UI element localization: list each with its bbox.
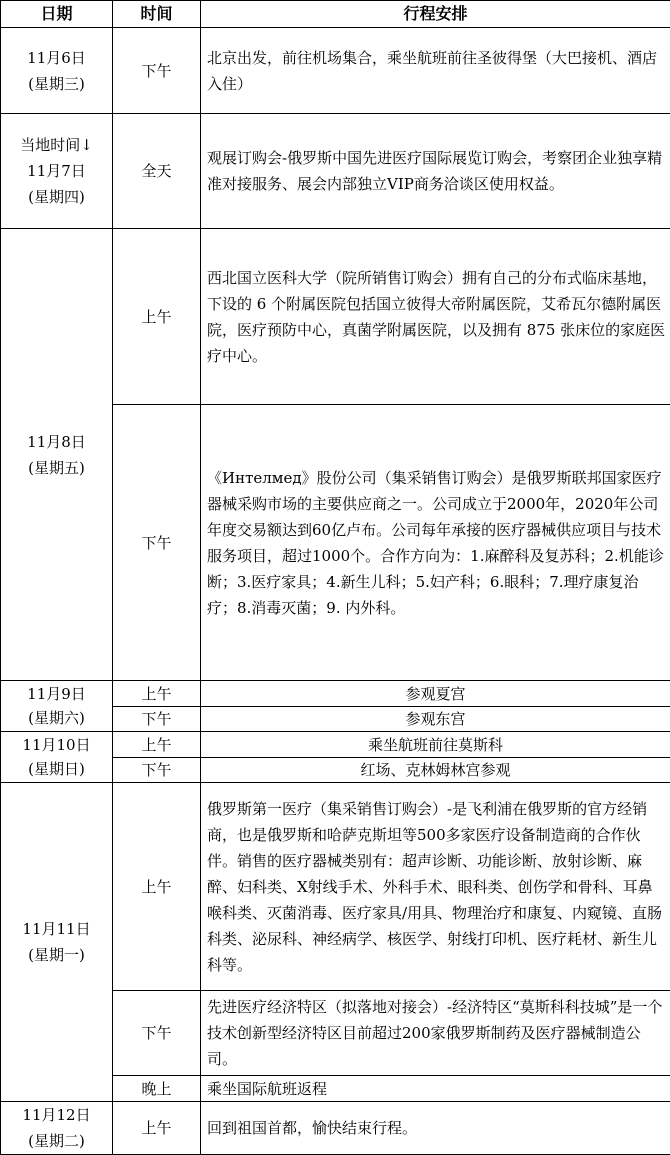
date-text: 11月8日 — [1, 429, 112, 455]
weekday-text: (星期一) — [1, 942, 112, 968]
plan-cell: 北京出发，前往机场集合，乘坐航班前往圣彼得堡（大巴接机、酒店入住） — [201, 28, 670, 114]
plan-cell: 俄罗斯第一医疗（集采销售订购会）-是飞利浦在俄罗斯的官方经销商，也是俄罗斯和哈萨克斯坦等500多家医疗设备制造商的合作伙伴。销售的医疗器械类别有：超声诊断、功能诊断、放射诊断、麻醉、妇科类、X射线手术、外科手术、眼科类、创伤学和骨科、耳鼻喉科类、灭菌消毒、医疗家具/用具、物理治疗和康复、内窥镜、直肠科类、泌尿科、神经病学、核医学、射线打印机、医疗耗材、新生儿科等。 — [201, 783, 670, 991]
time-cell: 上午 — [113, 1102, 201, 1155]
weekday-text: (星期四) — [1, 184, 112, 210]
plan-cell: 《Интелмед》股份公司（集采销售订购会）是俄罗斯联邦国家医疗器械采购市场的主要供应商之一。公司成立于2000年，2020年公司年度交易额达到60亿卢布。公司每年承接的医疗器械供应项目与技术服务项目，超过1000个。合作方向为：1.麻醉科及复苏科；2.机能诊断；3.医疗家具；4.新生儿科；5.妇产科；6.眼科；7.理疗康复治疗；8.消毒灭菌；9. 内外科。 — [201, 405, 670, 681]
time-cell: 上午 — [113, 229, 201, 405]
plan-cell: 乘坐国际航班返程 — [201, 1076, 670, 1102]
header-plan: 行程安排 — [201, 1, 670, 28]
date-text: 11月9日 — [1, 682, 112, 706]
header-time: 时间 — [113, 1, 201, 28]
date-text: 11月10日 — [1, 733, 112, 757]
time-cell: 上午 — [113, 732, 201, 758]
date-cell — [1, 681, 113, 732]
plan-cell: 西北国立医科大学（院所销售订购会）拥有自己的分布式临床基地，下设的 6 个附属医院包括国立彼得大帝附属医院，艾希瓦尔德附属医院，医疗预防中心，真菌学附属医院，以及拥有 875 张床位的家庭医疗中心。 — [201, 229, 670, 405]
date-text: 11月6日 — [1, 45, 112, 71]
weekday-text: (星期日) — [1, 757, 112, 781]
weekday-text: (星期六) — [1, 706, 112, 730]
table-row — [1, 1102, 670, 1155]
time-cell: 上午 — [113, 783, 201, 991]
time-cell: 下午 — [113, 405, 201, 681]
date-cell — [1, 114, 113, 229]
weekday-text: (星期二) — [1, 1128, 112, 1154]
date-text: 11月7日 — [1, 158, 112, 184]
weekday-text: (星期五) — [1, 455, 112, 481]
plan-cell: 红场、克林姆林宫参观 — [201, 758, 670, 783]
table-row — [1, 229, 670, 405]
time-cell: 下午 — [113, 991, 201, 1076]
plan-cell: 回到祖国首都，愉快结束行程。 — [201, 1102, 670, 1155]
time-cell: 全天 — [113, 114, 201, 229]
table-row — [1, 783, 670, 991]
date-cell — [1, 732, 113, 783]
plan-cell: 先进医疗经济特区（拟落地对接会）-经济特区“莫斯科科技城”是一个技术创新型经济特区目前超过200家俄罗斯制药及医疗器械制造公司。 — [201, 991, 670, 1076]
header-date: 日期 — [1, 1, 113, 28]
date-text: 11月12日 — [1, 1102, 112, 1128]
date-cell — [1, 783, 113, 1102]
plan-cell: 乘坐航班前往莫斯科 — [201, 732, 670, 758]
table-row — [1, 114, 670, 229]
time-cell: 上午 — [113, 681, 201, 707]
time-cell: 下午 — [113, 28, 201, 114]
weekday-text: (星期三) — [1, 71, 112, 97]
date-cell — [1, 1102, 113, 1155]
plan-cell: 参观东宫 — [201, 707, 670, 732]
table-row — [1, 681, 670, 707]
table-row — [1, 732, 670, 758]
time-cell: 晚上 — [113, 1076, 201, 1102]
plan-cell: 参观夏宫 — [201, 681, 670, 707]
plan-cell: 观展订购会-俄罗斯中国先进医疗国际展览订购会，考察团企业独享精准对接服务、展会内部独立VIP商务洽谈区使用权益。 — [201, 114, 670, 229]
time-cell: 下午 — [113, 707, 201, 732]
local-time-note: 当地时间↓ — [1, 132, 112, 158]
header-row — [1, 1, 670, 28]
time-cell: 下午 — [113, 758, 201, 783]
table-row — [1, 28, 670, 114]
date-cell — [1, 28, 113, 114]
date-text: 11月11日 — [1, 916, 112, 942]
date-cell — [1, 229, 113, 681]
